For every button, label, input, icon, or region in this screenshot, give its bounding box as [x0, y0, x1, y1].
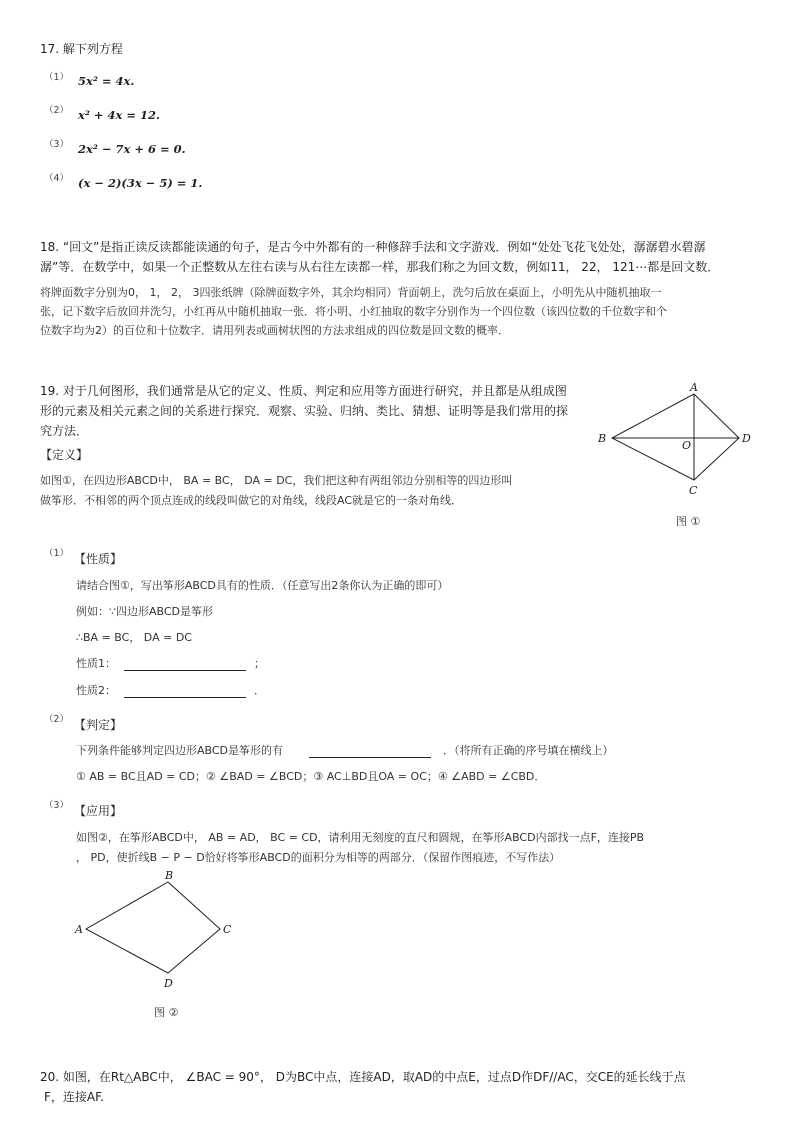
q18-line-4: 张，记下数字后放回并洗匀，小红再从中随机抽取一张．将小明、小红抽取的数字分别作为一个四位数（该四位数的千位数字和个 — [40, 305, 667, 318]
q17-item-4-num: （4） — [44, 173, 70, 184]
q19-part3-line-2: ， PD，使折线B − P − D恰好将筝形ABCD的面积分为相等的两部分．（保留作图痕迹，不写作法） — [76, 851, 561, 864]
q17-title: 17. 解下列方程 — [40, 42, 123, 56]
figure-1-label-b: B — [598, 432, 607, 445]
property-1-label: 性质1： — [76, 657, 116, 670]
q19-part1-tag: 【性质】 — [74, 552, 123, 566]
figure-2-label-d: D — [164, 977, 173, 990]
figure-2-label-b: B — [165, 869, 174, 882]
q17-item-3-eq: 2x² − 7x + 6 = 0. — [78, 142, 186, 156]
q17-item-2-eq: x² + 4x = 12. — [78, 108, 161, 122]
figure-2-caption: 图 ② — [154, 1006, 179, 1019]
q17-item-3-num: （3） — [44, 139, 70, 150]
q18-line-1: 18. “回文”是指正读反读都能读通的句子，是古今中外都有的一种修辞手法和文字游戏．例如“处处飞花飞处处，潺潺碧水碧潺 — [40, 240, 706, 254]
q19-part3-tag: 【应用】 — [74, 804, 123, 818]
property-1-end: ； — [254, 657, 265, 670]
q19-part2-tag: 【判定】 — [74, 718, 123, 732]
q17-item-1-num: （1） — [44, 72, 70, 83]
property-2-end: ． — [254, 684, 265, 697]
figure-1-label-a: A — [690, 381, 698, 394]
q18-line-3: 将牌面数字分别为0， 1， 2， 3四张纸牌（除牌面数字外，其余均相同）背面朝上，洗匀后放在桌面上，小明先从中随机抽取一 — [40, 286, 662, 299]
q19-property-1 — [76, 655, 265, 671]
q17-item-2-num: （2） — [44, 105, 70, 116]
figure-2-outline — [86, 882, 220, 973]
part2-prompt-end: ．（将所有正确的序号填在横线上） — [443, 744, 614, 757]
q19-part1-num: （1） — [44, 548, 70, 559]
q19-part1-line-1: 请结合图①，写出筝形ABCD具有的性质．（任意写出2条你认为正确的即可） — [76, 579, 449, 592]
q19-line-1: 19. 对于几何图形，我们通常是从它的定义、性质、判定和应用等方面进行研究，并且都是从组成图 — [40, 384, 567, 398]
figure-2-kite — [70, 866, 240, 996]
q19-part2-num: （2） — [44, 714, 70, 725]
figure-1-caption: 图 ① — [676, 515, 701, 528]
figure-2-label-a: A — [75, 923, 83, 936]
part2-answer-blank[interactable] — [309, 745, 431, 758]
q20-line-2: F，连接AF. — [44, 1090, 104, 1104]
q17-item-4-eq: (x − 2)(3x − 5) = 1. — [78, 176, 203, 190]
figure-1-label-o: O — [682, 439, 692, 452]
q19-part1-line-3: ∴BA = BC， DA = DC — [76, 631, 192, 644]
figure-1-outline — [612, 394, 739, 480]
property-2-answer-blank[interactable] — [124, 685, 246, 698]
q19-line-2: 形的元素及相关元素之间的关系进行探究．观察、实验、归纳、类比、猜想、证明等是我们常用的探 — [40, 404, 569, 418]
q19-def-tag: 【定义】 — [40, 448, 89, 462]
property-1-answer-blank[interactable] — [124, 658, 246, 671]
figure-2-label-c: C — [223, 923, 232, 936]
q19-part2-line-1 — [76, 742, 614, 758]
q19-line-3: 究方法． — [40, 424, 89, 438]
property-2-label: 性质2： — [76, 684, 116, 697]
q19-part2-line-2: ① AB = BC且AD = CD；② ∠BAD = ∠BCD；③ AC⊥BD且OA = OC；④ ∠ABD = ∠CBD． — [76, 770, 546, 783]
q18-line-5: 位数字均为2）的百位和十位数字．请用列表或画树状图的方法求组成的四位数是回文数的概率． — [40, 324, 509, 337]
figure-1-label-c: C — [689, 484, 698, 497]
q20-line-1: 20. 如图，在Rt△ABC中， ∠BAC = 90°， D为BC中点，连接AD，取AD的中点E，过点D作DF//AC，交CE的延长线于点 — [40, 1070, 686, 1084]
part2-prompt: 下列条件能够判定四边形ABCD是筝形的有 — [76, 744, 284, 757]
q19-def-line-2: 做筝形．不相邻的两个顶点连成的线段叫做它的对角线，线段AC就是它的一条对角线． — [40, 494, 463, 507]
q19-def-line-1: 如图①，在四边形ABCD中， BA = BC， DA = DC，我们把这种有两组邻边分别相等的四边形叫 — [40, 474, 513, 487]
figure-1-label-d: D — [742, 432, 751, 445]
q19-property-2 — [76, 682, 265, 698]
q18-line-2: 潺”等．在数学中，如果一个正整数从左往右读与从右往左读都一样，那我们称之为回文数，例如11， 22， 121⋯都是回文数． — [40, 260, 720, 274]
q19-part3-num: （3） — [44, 800, 70, 811]
q19-part3-line-1: 如图②，在筝形ABCD中， AB = AD， BC = CD，请利用无刻度的直尺和圆规，在筝形ABCD内部找一点F，连接PB — [76, 831, 645, 844]
q17-item-1-eq: 5x² = 4x. — [78, 74, 135, 88]
q19-part1-line-2: 例如：∵四边形ABCD是筝形 — [76, 605, 214, 618]
